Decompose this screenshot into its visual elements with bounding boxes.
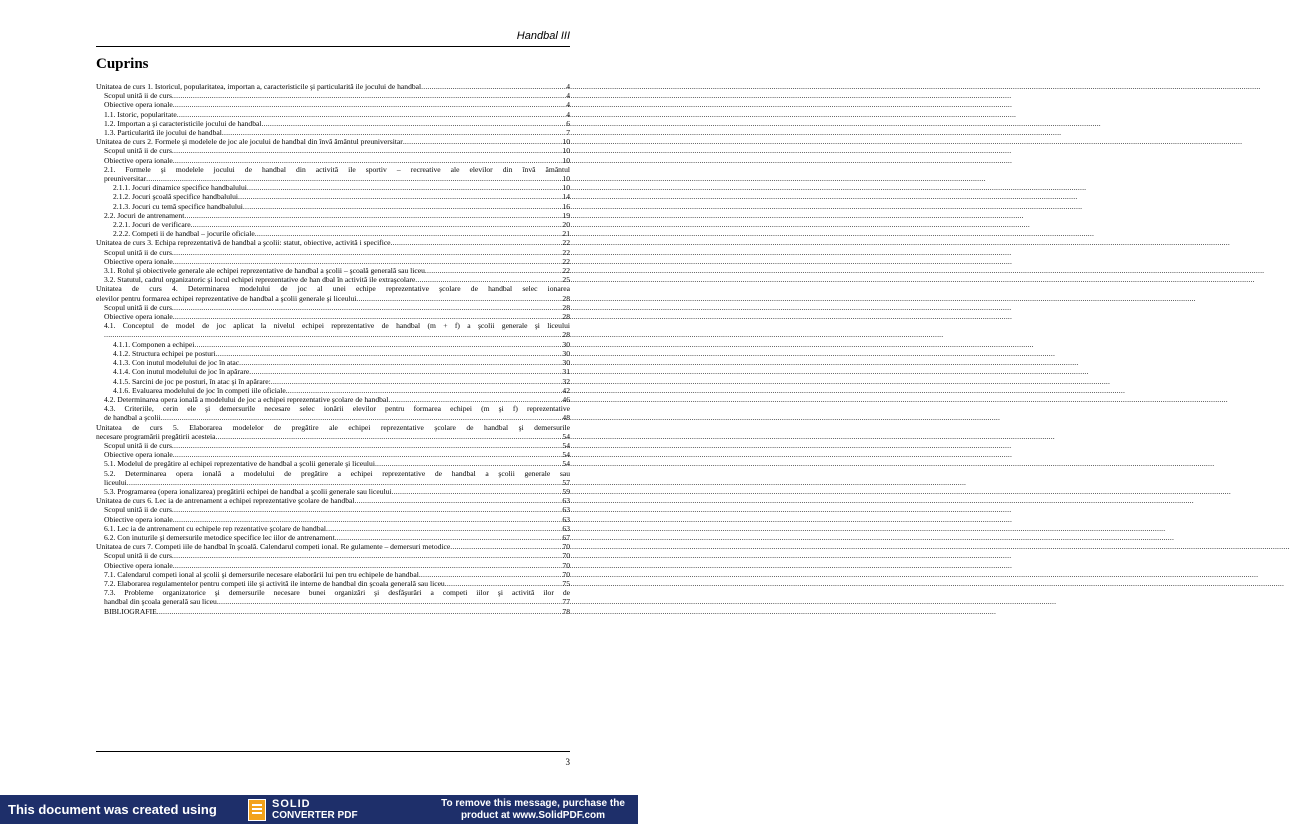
dot-leader — [173, 515, 562, 524]
toc-entry-text: 2.2. Jocuri de antrenament — [104, 210, 185, 220]
toc-entry-text: 1.1. Istoric, popularitate — [104, 109, 177, 119]
toc-entry-text: 7.2. Elaborarea regulamentelor pentru competi iile şi activită ile interne de handbal din şcoala generală sau liceu — [104, 578, 445, 588]
toc-entry[interactable] — [96, 211, 570, 220]
toc-entry[interactable] — [96, 119, 570, 128]
toc-entry[interactable] — [96, 570, 570, 579]
toc-entry[interactable] — [96, 110, 570, 119]
dot-leader — [216, 432, 562, 441]
toc-page-number: 20 — [562, 220, 570, 230]
toc-page-number: 63 — [562, 523, 570, 533]
toc-entry[interactable] — [96, 156, 570, 165]
toc-entry[interactable] — [96, 248, 570, 257]
toc-entry[interactable] — [96, 496, 570, 505]
toc-entry[interactable] — [96, 551, 570, 560]
toc-page-number: 30 — [562, 358, 570, 368]
toc-page-number: 19 — [562, 210, 570, 220]
toc-entry[interactable] — [96, 367, 570, 376]
table-of-contents — [96, 82, 570, 616]
dot-leader — [194, 340, 561, 349]
toc-entry[interactable] — [96, 459, 570, 468]
dot-leader — [391, 238, 562, 247]
toc-page-number: 54 — [562, 450, 570, 460]
toc-entry[interactable] — [96, 469, 570, 487]
dot-leader — [425, 266, 562, 275]
toc-entry[interactable] — [96, 395, 570, 404]
toc-entry[interactable] — [96, 588, 570, 606]
toc-entry-text: Scopul unită ii de curs — [104, 551, 172, 561]
toc-page-number: 4 — [566, 100, 570, 110]
dot-leader — [173, 450, 562, 459]
toc-page-number: 14 — [562, 192, 570, 202]
toc-entry-text: 4.1.1. Componen a echipei — [113, 339, 195, 349]
toc-entry[interactable] — [96, 275, 570, 284]
solid-converter-logo — [248, 799, 428, 821]
toc-entry-text: Scopul unită ii de curs — [104, 440, 172, 450]
dot-leader — [173, 257, 562, 266]
dot-leader — [445, 579, 562, 588]
dot-leader — [172, 303, 561, 312]
dot-leader — [172, 91, 565, 100]
dot-leader — [222, 128, 565, 137]
toc-entry-text: Scopul unită ii de curs — [104, 505, 172, 515]
toc-entry-text: 4.1.5. Sarcini de joc pe posturi, în atac şi în apărare: — [113, 376, 271, 386]
toc-entry-text: 7.1. Calendarul competi ional al şcolii şi demersurile necesare elaborării lui pen tru echipele de handbal — [104, 569, 419, 579]
toc-entry-text: 2.2.2. Competi ii de handbal – jocurile oficiale — [113, 229, 255, 239]
toc-entry-text: 4.2. Determinarea opera ională a modelului de joc a echipei reprezentative şcolare de handbal — [104, 394, 389, 404]
toc-entry[interactable] — [96, 533, 570, 542]
toc-entry-text: Obiective opera ionale — [104, 514, 173, 524]
dot-leader — [238, 192, 561, 201]
toc-entry-text: 6.1. Lec ia de antrenament cu echipele rep rezentative şcolare de handbal — [104, 523, 326, 533]
toc-entry-text: 2.2.1. Jocuri de verificare — [113, 220, 191, 230]
toc-page-number: 63 — [562, 505, 570, 515]
toc-page-number: 70 — [562, 569, 570, 579]
toc-page-number: 70 — [562, 560, 570, 570]
toc-entry-text: 4.1. Conceptul de model de joc aplicat la nivelul echipei reprezentative de handbal (m + f) a şcolii generale şi liceului — [104, 321, 570, 331]
dot-leader — [173, 100, 565, 109]
toc-page-number: 67 — [562, 532, 570, 542]
toc-entry-text: 3.1. Rolul şi obiectivele generale ale echipei reprezentative de handbal a şcolii – şcoală generală sau liceu — [104, 266, 425, 276]
toc-entry[interactable] — [96, 515, 570, 524]
toc-page-number: 28 — [562, 302, 570, 312]
dot-leader — [403, 137, 562, 146]
dot-leader — [172, 551, 561, 560]
toc-entry-text: 2.1.2. Jocuri şcoală specifice handbalului — [113, 192, 239, 202]
toc-page-number: 30 — [562, 348, 570, 358]
dot-leader — [146, 174, 561, 183]
dot-leader — [243, 202, 562, 211]
toc-entry[interactable] — [96, 128, 570, 137]
dot-leader — [127, 478, 562, 487]
dot-leader — [421, 82, 565, 91]
dot-leader — [172, 441, 561, 450]
toc-entry-text: 1.2. Importan a şi caracteristicile jocului de handbal — [104, 118, 262, 128]
toc-page-number: 54 — [562, 440, 570, 450]
toc-entry[interactable] — [96, 561, 570, 570]
toc-entry[interactable] — [96, 404, 570, 422]
dot-leader — [184, 211, 561, 220]
toc-entry[interactable] — [96, 266, 570, 275]
dot-leader — [335, 533, 562, 542]
toc-entry-text: Unitatea de curs 7. Competi iile de handbal în şcoală. Calendarul competi ional. Re gulamente – demersuri metodice — [96, 542, 451, 552]
dot-leader — [157, 607, 562, 616]
toc-entry-text: Obiective opera ionale — [104, 450, 173, 460]
running-header: Handbal III — [516, 30, 570, 42]
toc-entry[interactable] — [96, 257, 570, 266]
toc-entry-text: Obiective opera ionale — [104, 312, 173, 322]
dot-leader — [419, 570, 562, 579]
toc-entry[interactable] — [96, 441, 570, 450]
toc-entry[interactable] — [96, 321, 570, 339]
toc-entry[interactable] — [96, 183, 570, 192]
dot-leader — [104, 330, 561, 339]
toc-entry-text: Scopul unită ii de curs — [104, 91, 172, 101]
logo-word-solid: SOLID — [272, 797, 311, 810]
toc-entry[interactable] — [96, 542, 570, 551]
toc-page-number: 28 — [562, 312, 570, 322]
toc-page-number: 78 — [562, 606, 570, 616]
toc-page-number: 32 — [562, 376, 570, 386]
dot-leader — [249, 367, 561, 376]
toc-entry-text: Unitatea de curs 5. Elaborarea modelelor de pregătire ale echipei reprezentative şcolare de handbal şi demersurile — [96, 422, 570, 432]
toc-page-number: 22 — [562, 256, 570, 266]
toc-title: Cuprins — [96, 56, 149, 72]
toc-entry-continuation: liceului — [104, 477, 127, 487]
toc-entry-text: 4.3. Criteriile, cerin ele şi demersurile necesare selec ionării elevilor pentru formarea echipei (m şi f) reprezentative — [104, 404, 570, 414]
toc-entry-text: 4.1.3. Con inutul modelului de joc în atac — [113, 358, 240, 368]
toc-entry-text: Scopul unită ii de curs — [104, 247, 172, 257]
toc-entry-text: Unitatea de curs 6. Lec ia de antrenament a echipei reprezentative şcolare de handbal — [96, 496, 355, 506]
dot-leader — [172, 505, 561, 514]
dot-leader — [173, 312, 562, 321]
toc-page-number: 70 — [562, 551, 570, 561]
page-number: 3 — [565, 757, 570, 767]
toc-entry-continuation: necesare programării pregătirii acesteia — [96, 431, 216, 441]
toc-page-number: 4 — [566, 82, 570, 91]
toc-entry-text: 4.1.2. Structura echipei pe posturi — [113, 348, 216, 358]
banner-message: This document was created using — [8, 802, 217, 817]
toc-entry-text: Unitatea de curs 3. Echipa reprezentativă de handbal a şcolii: statut, obiective, activită i specifice — [96, 238, 391, 248]
toc-entry-text: Obiective opera ionale — [104, 560, 173, 570]
dot-leader — [326, 524, 561, 533]
toc-entry-text: 7.3. Probleme organizatorice şi demersurile necesare bunei organizări şi desfăşurări a competi iilor şi activită ilor de — [104, 588, 570, 598]
toc-page-number: 54 — [562, 431, 570, 441]
dot-leader — [173, 561, 562, 570]
footer-rule — [96, 751, 570, 752]
toc-page-number: 63 — [562, 514, 570, 524]
toc-entry-text: Unitatea de curs 2. Formele şi modelele de joc ale jocului de handbal din învă ământul preuniversitar — [96, 137, 403, 147]
toc-entry-continuation: preuniversitar — [104, 174, 147, 184]
toc-entry-text: Scopul unită ii de curs — [104, 146, 172, 156]
toc-entry[interactable] — [96, 524, 570, 533]
toc-entry[interactable] — [96, 358, 570, 367]
toc-page-number: 10 — [562, 174, 570, 184]
toc-entry-text: 3.2. Statutul, cadrul organizatoric şi locul echipei reprezentative de han dbal în activită ile extraşcolare — [104, 275, 416, 285]
dot-leader — [388, 395, 561, 404]
dot-leader — [239, 358, 561, 367]
toc-entry[interactable] — [96, 450, 570, 459]
toc-entry-text: Obiective opera ionale — [104, 256, 173, 266]
dot-leader — [262, 119, 566, 128]
dot-leader — [161, 413, 562, 422]
purchase-note-line2: product at www.SolidPDF.com — [460, 809, 606, 821]
toc-page-number: 22 — [562, 266, 570, 276]
toc-entry[interactable] — [96, 340, 570, 349]
toc-entry[interactable] — [96, 312, 570, 321]
toc-entry-text: Unitatea de curs 1. Istoricul, popularitatea, importan a, caracteristicile şi particularită ile jocului de handbal — [96, 82, 422, 91]
toc-entry[interactable] — [96, 137, 570, 146]
dot-leader — [450, 542, 561, 551]
toc-entry-text: Obiective opera ionale — [104, 100, 173, 110]
toc-entry-text: Scopul unită ii de curs — [104, 302, 172, 312]
toc-page-number: 10 — [562, 146, 570, 156]
toc-entry[interactable] — [96, 165, 570, 183]
toc-entry[interactable] — [96, 100, 570, 109]
dot-leader — [354, 496, 561, 505]
toc-entry[interactable] — [96, 386, 570, 395]
logo-word-converter: CONVERTER PDF — [272, 809, 358, 821]
dot-leader — [173, 156, 562, 165]
toc-page-number: 4 — [566, 109, 570, 119]
purchase-note[interactable] — [428, 798, 638, 822]
dot-leader — [375, 459, 561, 468]
dot-leader — [172, 146, 561, 155]
dot-leader — [177, 110, 565, 119]
dot-leader — [271, 377, 562, 386]
dot-leader — [247, 183, 562, 192]
toc-entry[interactable] — [96, 229, 570, 238]
toc-entry-text: 6.2. Con inuturile şi demersurile metodice specifice lec iilor de antrenament — [104, 532, 335, 542]
toc-entry-text: 4.1.6. Evaluarea modelului de joc în competi iile oficiale — [113, 385, 286, 395]
toc-page-number: 46 — [562, 394, 570, 404]
toc-page-number: 10 — [562, 137, 570, 147]
dot-leader — [191, 220, 562, 229]
toc-entry[interactable] — [96, 487, 570, 496]
toc-entry-text: Obiective opera ionale — [104, 155, 173, 165]
converter-banner — [0, 795, 638, 824]
toc-page-number: 10 — [562, 183, 570, 193]
dot-leader — [356, 294, 561, 303]
toc-page-number: 28 — [562, 293, 570, 303]
header-rule — [96, 46, 570, 47]
toc-page-number: 25 — [562, 275, 570, 285]
toc-entry[interactable] — [96, 284, 570, 302]
toc-entry-text: BIBLIOGRAFIE — [104, 606, 157, 616]
toc-entry[interactable] — [96, 82, 570, 91]
dot-leader — [216, 349, 562, 358]
toc-entry[interactable] — [96, 238, 570, 247]
toc-page-number: 31 — [562, 367, 570, 377]
toc-page-number: 28 — [562, 330, 570, 340]
toc-entry-text: Unitatea de curs 4. Determinarea modelului de joc al unei echipe reprezentative şcolare de handbal selec ionarea — [96, 284, 570, 294]
toc-entry[interactable] — [96, 505, 570, 514]
toc-page-number: 63 — [562, 496, 570, 506]
dot-leader — [286, 386, 562, 395]
toc-entry-text: 2.1.3. Jocuri cu temă specifice handbalului — [113, 201, 243, 211]
toc-entry[interactable] — [96, 607, 570, 616]
toc-entry-text: 2.1.1. Jocuri dinamice specifice handbalului — [113, 183, 247, 193]
toc-entry-text: 5.2. Determinarea opera ională a modelului de pregătire a echipei reprezentative de handbal a şcolii generale sau — [104, 468, 570, 478]
toc-entry[interactable] — [96, 202, 570, 211]
toc-entry-text: 5.1. Modelul de pregătire al echipei reprezentative de handbal a şcolii generale şi liceului — [104, 459, 375, 469]
toc-page-number: 48 — [562, 413, 570, 423]
toc-entry-continuation: handbal din şcoala generală sau liceu — [104, 597, 217, 607]
toc-page-number: 30 — [562, 339, 570, 349]
toc-page-number: 70 — [562, 542, 570, 552]
dot-leader — [415, 275, 561, 284]
toc-page-number: 21 — [562, 229, 570, 239]
toc-page-number: 59 — [562, 486, 570, 496]
purchase-note-line1: To remove this message, purchase the — [441, 797, 625, 809]
toc-page-number: 57 — [562, 477, 570, 487]
dot-leader — [217, 597, 562, 606]
dot-leader — [172, 248, 561, 257]
toc-entry[interactable] — [96, 377, 570, 386]
toc-page-number: 42 — [562, 385, 570, 395]
toc-page-number: 22 — [562, 238, 570, 248]
toc-entry-text: 5.3. Programarea (opera ionalizarea) pregătirii echipei de handbal a şcolii generale sau liceului — [104, 486, 392, 496]
dot-leader — [392, 487, 562, 496]
dot-leader — [255, 229, 562, 238]
toc-entry[interactable] — [96, 220, 570, 229]
toc-page-number: 22 — [562, 247, 570, 257]
toc-entry[interactable] — [96, 423, 570, 441]
toc-entry[interactable] — [96, 303, 570, 312]
toc-entry-text: 4.1.4. Con inutul modelului de joc în apărare — [113, 367, 250, 377]
toc-entry[interactable] — [96, 192, 570, 201]
toc-entry[interactable] — [96, 349, 570, 358]
toc-entry[interactable] — [96, 91, 570, 100]
toc-page-number: 54 — [562, 459, 570, 469]
toc-page-number: 75 — [562, 578, 570, 588]
toc-page-number: 77 — [562, 597, 570, 607]
toc-entry-text: 2.1. Formele şi modelele jocului de handbal din activită ile sportiv – recreative ale elevilor din învă ământul — [104, 164, 570, 174]
toc-page-number: 6 — [566, 118, 570, 128]
document-icon — [248, 799, 266, 821]
toc-entry[interactable] — [96, 579, 570, 588]
toc-entry[interactable] — [96, 146, 570, 155]
toc-entry-continuation: de handbal a şcolii — [104, 413, 161, 423]
toc-entry-continuation: elevilor pentru formarea echipei reprezentative de handbal a şcolii generale şi liceului — [96, 293, 357, 303]
toc-page-number: 7 — [566, 128, 570, 138]
toc-page-number: 10 — [562, 155, 570, 165]
toc-page-number: 16 — [562, 201, 570, 211]
toc-entry-text: 1.3. Particularită ile jocului de handbal — [104, 128, 222, 138]
toc-page-number: 4 — [566, 91, 570, 101]
